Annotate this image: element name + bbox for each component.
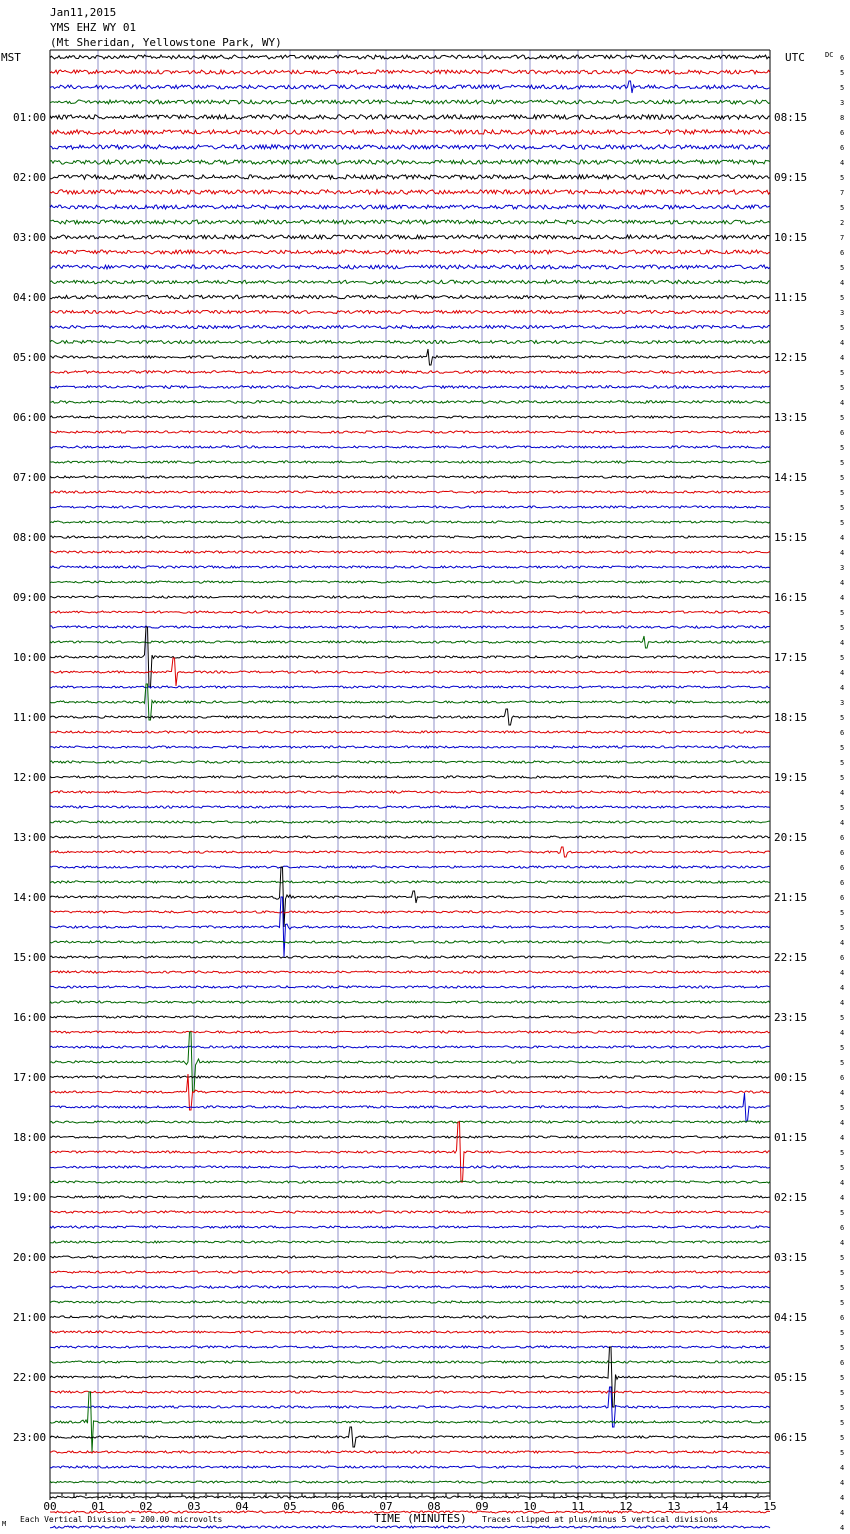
dc-offset-value: 6 xyxy=(840,864,845,872)
seismic-trace xyxy=(50,1241,770,1243)
seismic-trace xyxy=(50,265,770,269)
seismic-trace xyxy=(50,1466,770,1468)
dc-offset-value: 4 xyxy=(840,399,845,407)
seismic-trace xyxy=(50,1121,770,1123)
dc-offset-value: 5 xyxy=(840,1374,845,1382)
dc-offset-value: 4 xyxy=(840,1494,845,1502)
dc-offset-value: 5 xyxy=(840,1284,845,1292)
seismic-trace xyxy=(50,341,770,344)
seismic-trace xyxy=(50,709,770,725)
dc-offset-value: 7 xyxy=(840,234,845,242)
seismic-trace xyxy=(50,1076,770,1078)
dc-offset-value: 5 xyxy=(840,474,845,482)
mst-hour-label: 11:00 xyxy=(13,711,47,724)
utc-hour-label: 21:15 xyxy=(774,891,808,904)
seismic-trace xyxy=(50,1032,770,1092)
dc-offset-value: 4 xyxy=(840,999,845,1007)
mst-hour-label: 21:00 xyxy=(13,1311,47,1324)
clip-note: Traces clipped at plus/minus 5 vertical divisions xyxy=(482,1515,719,1524)
utc-hour-label: 22:15 xyxy=(774,951,808,964)
dc-offset-value: 5 xyxy=(840,1059,845,1067)
dc-offset-value: 6 xyxy=(840,954,845,962)
dc-offset-value: 5 xyxy=(840,1014,845,1022)
seismic-trace xyxy=(50,866,770,868)
seismic-trace xyxy=(50,1392,770,1452)
seismic-trace xyxy=(50,1046,770,1048)
seismic-trace xyxy=(50,627,770,687)
mst-hour-label: 12:00 xyxy=(13,771,47,784)
right-timezone-label: UTC xyxy=(785,51,805,64)
utc-hour-label: 20:15 xyxy=(774,831,808,844)
dc-offset-value: 4 xyxy=(840,1524,845,1532)
dc-offset-value: 5 xyxy=(840,1254,845,1262)
dc-offset-value: 5 xyxy=(840,774,845,782)
seismic-trace xyxy=(50,250,770,254)
dc-offset-value: 5 xyxy=(840,1419,845,1427)
x-tick-label: 08 xyxy=(427,1500,441,1513)
dc-offset-value: 5 xyxy=(840,1329,845,1337)
dc-offset-value: 6 xyxy=(840,1074,845,1082)
utc-hour-label: 19:15 xyxy=(774,771,808,784)
dc-offset-value: 5 xyxy=(840,444,845,452)
utc-hour-label: 04:15 xyxy=(774,1311,808,1324)
seismic-trace xyxy=(50,1166,770,1168)
dc-offset-value: 5 xyxy=(840,369,845,377)
seismic-trace xyxy=(50,205,770,209)
mst-hour-label: 20:00 xyxy=(13,1251,47,1264)
dc-offset-value: 6 xyxy=(840,1224,845,1232)
mst-hour-label: 22:00 xyxy=(13,1371,47,1384)
dc-offset-value: 4 xyxy=(840,159,845,167)
dc-offset-value: 5 xyxy=(840,264,845,272)
dc-offset-value: 3 xyxy=(840,309,845,317)
x-tick-label: 11 xyxy=(571,1500,585,1513)
dc-offset-value: 4 xyxy=(840,549,845,557)
dc-offset-value: 2 xyxy=(840,219,845,227)
seismic-trace xyxy=(50,401,770,404)
dc-offset-value: 5 xyxy=(840,459,845,467)
x-tick-label: 06 xyxy=(331,1500,345,1513)
dc-offset-value: 5 xyxy=(840,504,845,512)
seismic-trace xyxy=(50,1074,770,1110)
dc-offset-value: 4 xyxy=(840,534,845,542)
utc-hour-label: 14:15 xyxy=(774,471,808,484)
seismic-trace xyxy=(50,160,770,164)
dc-offset-value: 5 xyxy=(840,69,845,77)
seismic-trace xyxy=(50,491,770,493)
seismic-trace xyxy=(50,986,770,988)
seismic-trace xyxy=(50,521,770,523)
seismic-trace xyxy=(50,596,770,598)
dc-offset-value: 4 xyxy=(840,1119,845,1127)
mst-hour-label: 09:00 xyxy=(13,591,47,604)
x-tick-label: 09 xyxy=(475,1500,489,1513)
dc-offset-value: 6 xyxy=(840,834,845,842)
seismic-trace xyxy=(50,235,770,239)
dc-offset-value: 5 xyxy=(840,1164,845,1172)
mst-hour-label: 01:00 xyxy=(13,111,47,124)
dc-offset-value: 5 xyxy=(840,1449,845,1457)
dc-offset-value: 6 xyxy=(840,54,845,62)
utc-hour-label: 11:15 xyxy=(774,291,808,304)
seismic-trace xyxy=(50,1427,770,1447)
dc-offset-value: 7 xyxy=(840,189,845,197)
dc-offset-value: 8 xyxy=(840,114,845,122)
dc-offset-value: 4 xyxy=(840,1029,845,1037)
dc-offset-value: 6 xyxy=(840,879,845,887)
dc-offset-value: 6 xyxy=(840,129,845,137)
dc-offset-value: 5 xyxy=(840,384,845,392)
seismic-trace xyxy=(50,686,770,688)
dc-offset-value: 4 xyxy=(840,339,845,347)
dc-offset-value: 4 xyxy=(840,579,845,587)
mst-hour-labels xyxy=(13,111,46,1444)
mst-hour-label: 10:00 xyxy=(13,651,47,664)
utc-hour-label: 05:15 xyxy=(774,1371,808,1384)
left-timezone-label: MST xyxy=(1,51,21,64)
seismic-trace xyxy=(50,1391,770,1393)
seismic-trace xyxy=(50,70,770,74)
dc-offset-value: 4 xyxy=(840,684,845,692)
mst-hour-label: 06:00 xyxy=(13,411,47,424)
utc-hour-label: 17:15 xyxy=(774,651,808,664)
seismic-trace xyxy=(50,1346,770,1348)
mst-hour-label: 18:00 xyxy=(13,1131,47,1144)
seismic-trace xyxy=(50,1331,770,1333)
dc-offset-value: 3 xyxy=(840,699,845,707)
dc-offset-value: 5 xyxy=(840,624,845,632)
utc-hour-label: 03:15 xyxy=(774,1251,808,1264)
mst-hour-label: 16:00 xyxy=(13,1011,47,1024)
seismic-trace xyxy=(50,551,770,553)
dc-offset-value: 6 xyxy=(840,1314,845,1322)
trace-group xyxy=(50,55,770,1534)
utc-hour-label: 15:15 xyxy=(774,531,808,544)
dc-offset-value: 6 xyxy=(840,894,845,902)
dc-offset-value: 5 xyxy=(840,519,845,527)
seismic-trace xyxy=(50,791,770,793)
x-axis-title: TIME (MINUTES) xyxy=(374,1512,467,1525)
dc-offset-value: 5 xyxy=(840,324,845,332)
seismic-trace xyxy=(50,836,770,838)
x-tick-label: 03 xyxy=(187,1500,201,1513)
seismic-trace xyxy=(50,1347,770,1407)
seismic-trace xyxy=(50,761,770,763)
utc-hour-label: 12:15 xyxy=(774,351,808,364)
dc-offset-value: 5 xyxy=(840,909,845,917)
seismic-trace xyxy=(50,956,770,958)
seismic-trace xyxy=(50,1526,770,1528)
seismic-trace xyxy=(50,1093,770,1121)
seismic-trace xyxy=(50,1122,770,1182)
mst-hour-label: 14:00 xyxy=(13,891,47,904)
dc-offset-values xyxy=(840,54,844,1534)
seismic-trace xyxy=(50,867,770,927)
dc-offset-value: 4 xyxy=(840,984,845,992)
dc-offset-value: 4 xyxy=(840,819,845,827)
seismic-trace xyxy=(50,476,770,478)
dc-offset-value: 3 xyxy=(840,99,845,107)
seismic-trace xyxy=(50,506,770,508)
dc-offset-value: 5 xyxy=(840,414,845,422)
dc-offset-value: 4 xyxy=(840,594,845,602)
dc-offset-value: 5 xyxy=(840,804,845,812)
dc-offset-value: 6 xyxy=(840,144,845,152)
dc-offset-value: 4 xyxy=(840,939,845,947)
dc-offset-value: 4 xyxy=(840,1479,845,1487)
seismic-trace xyxy=(50,326,770,329)
dc-offset-value: 4 xyxy=(840,354,845,362)
dc-offset-value: 5 xyxy=(840,744,845,752)
seismic-trace xyxy=(50,971,770,973)
seismic-trace xyxy=(50,1181,770,1183)
dc-offset-value: 4 xyxy=(840,1239,845,1247)
seismic-trace xyxy=(50,658,770,686)
seismic-trace xyxy=(50,684,770,720)
seismic-trace xyxy=(50,190,770,194)
dc-offset-value: 4 xyxy=(840,1089,845,1097)
seismic-trace xyxy=(50,175,770,179)
utc-hour-label: 10:15 xyxy=(774,231,808,244)
mst-hour-label: 02:00 xyxy=(13,171,47,184)
utc-hour-label: 23:15 xyxy=(774,1011,808,1024)
x-tick-label: 10 xyxy=(523,1500,537,1513)
seismic-trace xyxy=(50,1031,770,1033)
seismic-trace xyxy=(50,1481,770,1483)
dc-offset-value: 5 xyxy=(840,1269,845,1277)
seismic-trace xyxy=(50,1316,770,1318)
dc-offset-value: 5 xyxy=(840,204,845,212)
seismic-trace xyxy=(50,280,770,284)
seismic-trace xyxy=(50,311,770,314)
dc-offset-value: 5 xyxy=(840,174,845,182)
dc-offset-value: 5 xyxy=(840,1404,845,1412)
x-tick-label: 02 xyxy=(139,1500,153,1513)
seismic-trace xyxy=(50,371,770,374)
dc-offset-value: 5 xyxy=(840,294,845,302)
mst-hour-label: 23:00 xyxy=(13,1431,47,1444)
seismic-trace xyxy=(50,1451,770,1453)
dc-offset-value: 5 xyxy=(840,1149,845,1157)
dc-offset-value: 5 xyxy=(840,609,845,617)
dc-offset-value: 5 xyxy=(840,1209,845,1217)
dc-offset-value: 5 xyxy=(840,714,845,722)
seismic-trace xyxy=(50,386,770,389)
seismic-trace xyxy=(50,431,770,433)
station-code: YMS EHZ WY 01 xyxy=(50,21,137,34)
seismic-trace xyxy=(50,941,770,943)
seismic-trace xyxy=(50,295,770,299)
seismic-trace xyxy=(50,821,770,823)
seismic-trace xyxy=(50,1196,770,1198)
dc-offset-value: 6 xyxy=(840,729,845,737)
seismic-trace xyxy=(50,1256,770,1258)
utc-hour-label: 06:15 xyxy=(774,1431,808,1444)
dc-offset-value: 4 xyxy=(840,1509,845,1517)
mst-hour-label: 15:00 xyxy=(13,951,47,964)
dc-offset-value: 5 xyxy=(840,1044,845,1052)
seismic-trace xyxy=(50,1016,770,1018)
seismic-trace xyxy=(50,1136,770,1138)
seismic-trace xyxy=(50,416,770,418)
seismic-trace xyxy=(50,1286,770,1288)
dc-offset-value: 4 xyxy=(840,969,845,977)
dc-offset-value: 5 xyxy=(840,1344,845,1352)
x-tick-label: 12 xyxy=(619,1500,633,1513)
station-location: (Mt Sheridan, Yellowstone Park, WY) xyxy=(50,36,282,49)
corner-mark: M xyxy=(2,1520,7,1528)
seismic-trace xyxy=(50,897,770,957)
mst-hour-label: 07:00 xyxy=(13,471,47,484)
x-tick-label: 07 xyxy=(379,1500,393,1513)
x-tick-label: 15 xyxy=(763,1500,777,1513)
dc-offset-value: 4 xyxy=(840,1134,845,1142)
dc-column-label: DC xyxy=(825,51,834,59)
mst-hour-label: 13:00 xyxy=(13,831,47,844)
scale-note: Each Vertical Division = 200.00 microvolts xyxy=(20,1515,223,1524)
x-tick-label: 05 xyxy=(283,1500,297,1513)
dc-offset-value: 5 xyxy=(840,1104,845,1112)
dc-offset-value: 4 xyxy=(840,639,845,647)
utc-hour-labels xyxy=(774,111,807,1444)
mst-hour-label: 19:00 xyxy=(13,1191,47,1204)
dc-offset-value: 5 xyxy=(840,84,845,92)
utc-hour-label: 02:15 xyxy=(774,1191,808,1204)
mst-hour-label: 04:00 xyxy=(13,291,47,304)
seismic-trace xyxy=(50,446,770,448)
utc-hour-label: 08:15 xyxy=(774,111,808,124)
dc-offset-value: 5 xyxy=(840,759,845,767)
x-tick-label: 01 xyxy=(91,1500,105,1513)
seismic-trace xyxy=(50,776,770,778)
seismic-trace xyxy=(50,806,770,808)
seismic-trace xyxy=(50,626,770,628)
dc-offset-value: 5 xyxy=(840,1299,845,1307)
utc-hour-label: 18:15 xyxy=(774,711,808,724)
dc-offset-value: 4 xyxy=(840,279,845,287)
mst-hour-label: 03:00 xyxy=(13,231,47,244)
seismic-trace xyxy=(50,1211,770,1213)
seismic-trace xyxy=(50,130,770,134)
seismic-trace xyxy=(50,1226,770,1228)
seismic-trace xyxy=(50,1271,770,1273)
dc-offset-value: 6 xyxy=(840,849,845,857)
dc-offset-value: 3 xyxy=(840,564,845,572)
dc-offset-value: 5 xyxy=(840,924,845,932)
seismic-trace xyxy=(50,911,770,913)
dc-offset-value: 5 xyxy=(840,1434,845,1442)
utc-hour-label: 16:15 xyxy=(774,591,808,604)
dc-offset-value: 5 xyxy=(840,1389,845,1397)
seismic-trace xyxy=(50,349,770,365)
utc-hour-label: 09:15 xyxy=(774,171,808,184)
x-tick-label: 14 xyxy=(715,1500,729,1513)
dc-offset-value: 4 xyxy=(840,789,845,797)
utc-hour-label: 01:15 xyxy=(774,1131,808,1144)
utc-hour-label: 13:15 xyxy=(774,411,808,424)
seismic-trace xyxy=(50,1301,770,1303)
seismic-trace xyxy=(50,536,770,538)
seismic-trace xyxy=(50,55,770,59)
seismic-trace xyxy=(50,1001,770,1003)
seismic-trace xyxy=(50,81,770,93)
seismic-trace xyxy=(50,581,770,583)
seismic-trace xyxy=(50,636,770,648)
utc-hour-label: 00:15 xyxy=(774,1071,808,1084)
dc-offset-value: 4 xyxy=(840,1179,845,1187)
seismic-trace xyxy=(50,220,770,224)
seismic-trace xyxy=(50,611,770,613)
x-tick-label: 00 xyxy=(43,1500,57,1513)
seismic-trace xyxy=(50,461,770,463)
seismic-trace xyxy=(50,881,770,883)
dc-offset-value: 4 xyxy=(840,1464,845,1472)
dc-offset-value: 4 xyxy=(840,669,845,677)
dc-offset-value: 5 xyxy=(840,489,845,497)
seismic-trace xyxy=(50,746,770,748)
seismic-trace xyxy=(50,100,770,104)
seismic-trace xyxy=(50,145,770,149)
x-axis xyxy=(43,1493,776,1513)
seismic-trace xyxy=(50,847,770,857)
chart-date: Jan11,2015 xyxy=(50,6,117,19)
mst-hour-label: 17:00 xyxy=(13,1071,47,1084)
dc-offset-value: 5 xyxy=(840,654,845,662)
dc-offset-value: 6 xyxy=(840,249,845,257)
x-tick-label: 13 xyxy=(667,1500,681,1513)
seismic-trace xyxy=(50,566,770,568)
seismic-trace xyxy=(50,1361,770,1363)
mst-hour-label: 05:00 xyxy=(13,351,47,364)
dc-offset-value: 6 xyxy=(840,1359,845,1367)
mst-hour-label: 08:00 xyxy=(13,531,47,544)
dc-offset-value: 4 xyxy=(840,1194,845,1202)
x-tick-label: 04 xyxy=(235,1500,249,1513)
seismic-trace xyxy=(50,115,770,119)
dc-offset-value: 6 xyxy=(840,429,845,437)
seismic-trace xyxy=(50,731,770,733)
